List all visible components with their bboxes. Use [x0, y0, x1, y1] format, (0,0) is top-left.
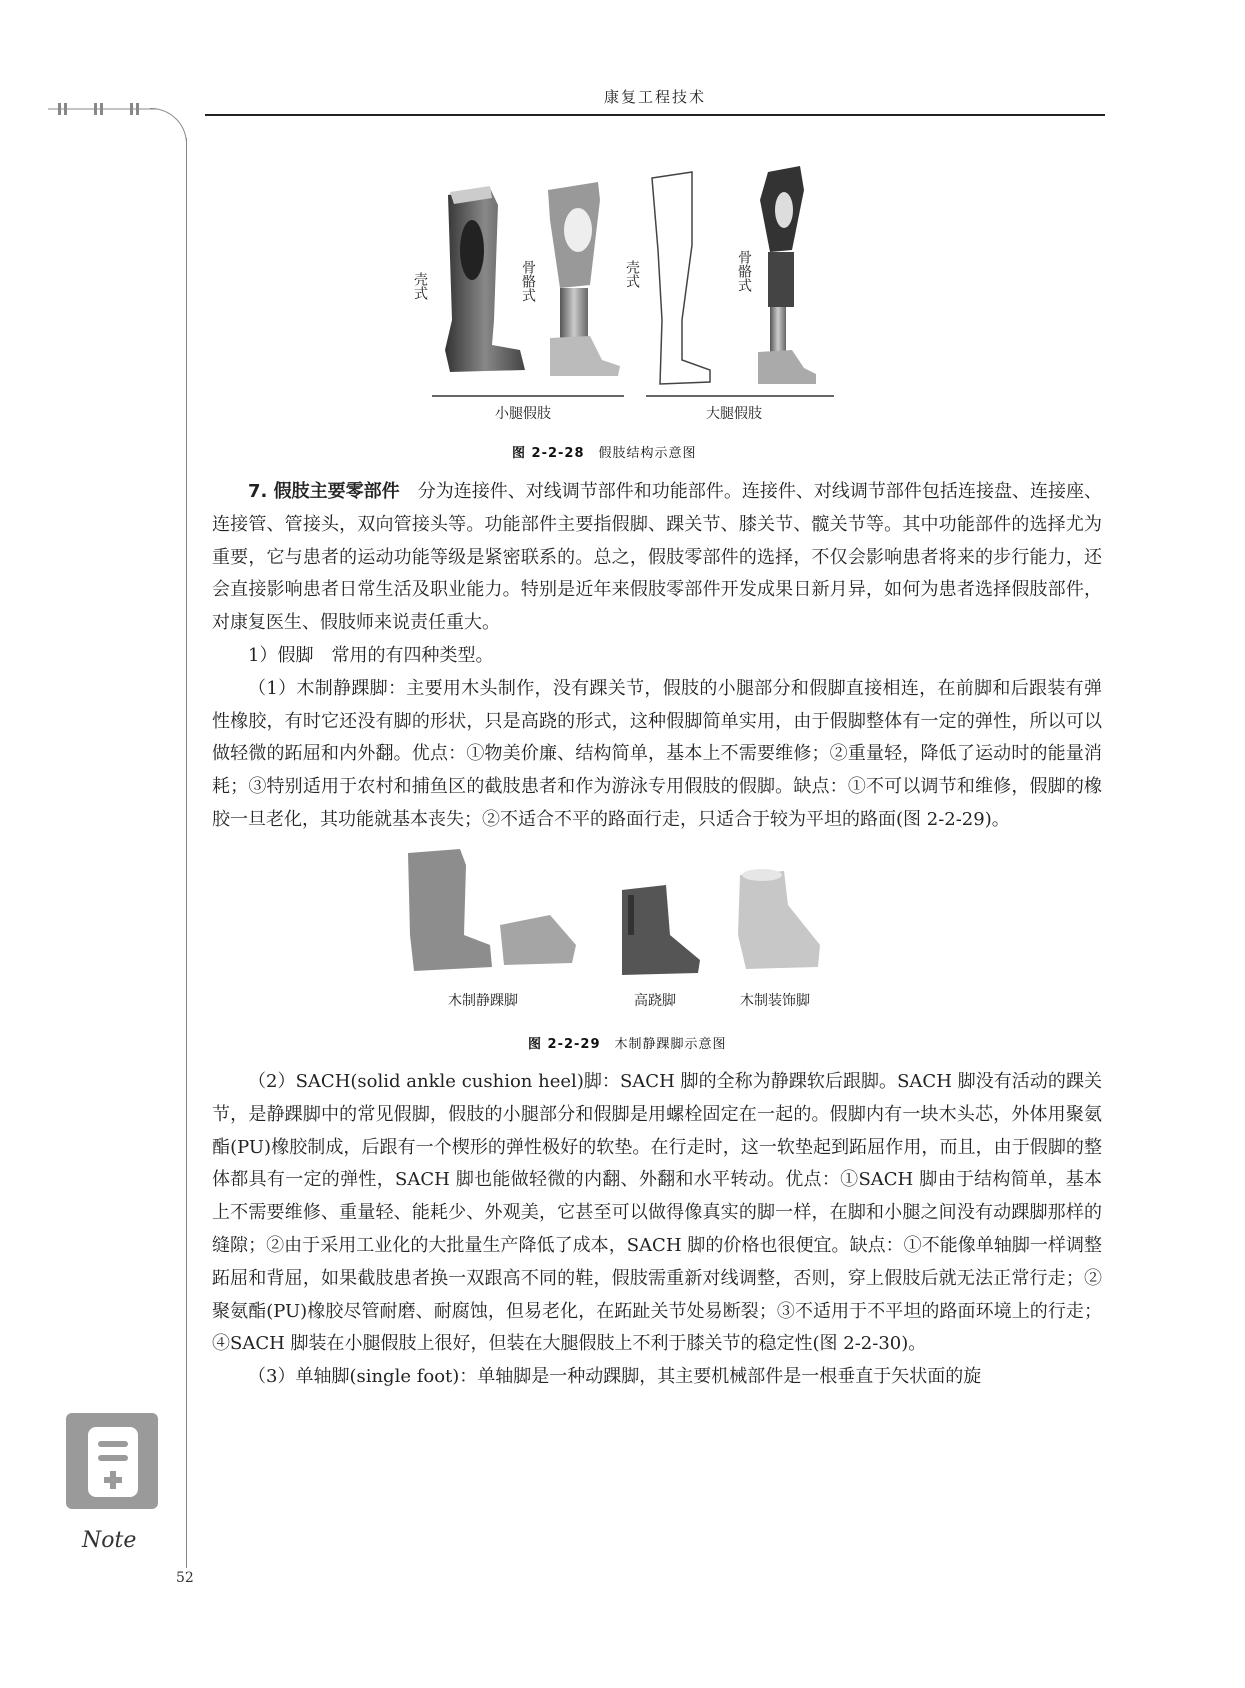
paragraph-components [212, 476, 1102, 640]
caption-number: 图 2-2-28 [512, 446, 585, 461]
wooden-cosmetic-foot-image [738, 869, 820, 969]
above-knee-skeletal-image [758, 166, 816, 384]
wooden-foot-figure [400, 845, 840, 1020]
label-above-knee: 大腿假肢 [706, 406, 762, 422]
paragraph-single-axis-foot: （3）单轴脚(single foot)：单轴脚是一种动踝脚，其主要机械部件是一根垂直于矢状面的旋 [248, 1366, 982, 1388]
wooden-static-foot-image [408, 849, 576, 971]
label-wooden-cosmetic-foot: 木制装饰脚 [740, 993, 810, 1009]
paragraph-sach-foot: （2）SACH(solid ankle cushion heel)脚：SACH 脚的全称为静踝软后跟脚。SACH 脚没有活动的踝关节，是静踝脚中的常见假脚，假肢的小腿部分和假脚是用螺栓固定在一起的。假脚内有一块木头芯，外体用聚氨酯(PU)橡胶制成，后跟有一个楔形的弹性极好的软垫。在行走时，这一软垫起到跖屈作用，而且，由于假脚的整体都具有一定的弹性，SACH 脚也能做轻微的内翻、外翻和水平转动。优点：①SACH 脚由于结构简单，基本上不需要维修、重量轻、能耗少、外观美，它甚至可以做得像真实的脚一样，在脚和小腿之间没有动踝脚那样的缝隙；②由于采用工业化的大批量生产降低了成本，SACH 脚的价格也很便宜。缺点：①不能像单轴脚一样调整跖屈和背屈，如果截肢患者换一双跟高不同的鞋，假肢需重新对线调整，否则，穿上假肢后就无法正常行走；②聚氨酯(PU)橡胶尽管耐磨、耐腐蚀，但易老化，在跖趾关节处易断裂；③不适用于不平坦的路面环境上的行走；④SACH 脚装在小腿假肢上很好，但装在大腿假肢上不利于膝关节的稳定性(图 2-2-30)。 [212, 1071, 1102, 1355]
caption-text: 木制静踝脚示意图 [614, 1037, 727, 1052]
paragraph-text: 分为连接件、对线调节部件和功能部件。连接件、对线调节部件包括连接盘、连接座、连接管、管接头，双向管接头等。功能部件主要指假脚、踝关节、膝关节、髋关节等。其中功能部件的选择尤为重要，它与患者的运动功能等级是紧密联系的。总之，假肢零部件的选择，不仅会影响患者将来的步行能力，还会直接影响患者日常生活及职业能力。特别是近年来假肢零部件开发成果日新月异，如何为患者选择假肢部件，对康复医生、假肢师来说责任重大。 [212, 481, 1102, 634]
below-knee-skeletal-image [548, 182, 620, 376]
label-stilt-foot: 高跷脚 [634, 993, 676, 1009]
paragraph-foot-types: 1）假脚 常用的有四种类型。 [248, 644, 494, 666]
below-knee-shell-image [445, 186, 525, 372]
margin-curve [150, 108, 187, 145]
stilt-foot-image [622, 885, 700, 975]
label-skeletal-a: 骨骼式 [520, 260, 536, 302]
paragraph-wooden-foot: （1）木制静踝脚：主要用木头制作，没有踝关节，假肢的小腿部分和假脚直接相连，在前脚和后跟装有弹性橡胶，有时它还没有脚的形状，只是高跷的形式，这种假脚简单实用，由于假脚整体有一定的弹性，所以可以做轻微的跖屈和内外翻。优点：①物美价廉、结构简单，基本上不需要维修；②重量轻，降低了运动时的能量消耗；③特别适用于农村和捕鱼区的截肢患者和作为游泳专用假肢的假脚。缺点：①不可以调节和维修，假脚的橡胶一旦老化，其功能就基本丧失；②不适合不平的路面行走，只适合于较为平坦的路面(图 2-2-29)。 [212, 677, 1102, 830]
section-heading: 7. 假肢主要零部件 [248, 481, 400, 502]
label-wooden-static-foot: 木制静踝脚 [448, 993, 518, 1009]
caption-number: 图 2-2-29 [528, 1037, 601, 1052]
page-number: 52 [176, 1570, 194, 1586]
running-header: 康复工程技术 [603, 88, 706, 106]
prosthesis-structure-figure [412, 160, 840, 435]
label-shell-a: 壳式 [412, 272, 428, 300]
label-shell-b: 壳式 [624, 260, 640, 288]
label-below-knee: 小腿假肢 [495, 406, 551, 422]
figure-caption-2-2-28 [512, 442, 697, 461]
label-skeletal-b: 骨骼式 [736, 250, 752, 292]
note-badge-icon [66, 1413, 164, 1513]
above-knee-shell-image [652, 172, 710, 384]
margin-ornament [48, 102, 158, 116]
note-label: Note [82, 1528, 137, 1553]
margin-line [186, 138, 187, 1568]
caption-text: 假肢结构示意图 [598, 446, 697, 461]
body-section-1 [212, 476, 1102, 837]
figure-caption-2-2-29 [528, 1033, 727, 1052]
header-rule [205, 114, 1105, 116]
body-section-2 [212, 1066, 1102, 1394]
